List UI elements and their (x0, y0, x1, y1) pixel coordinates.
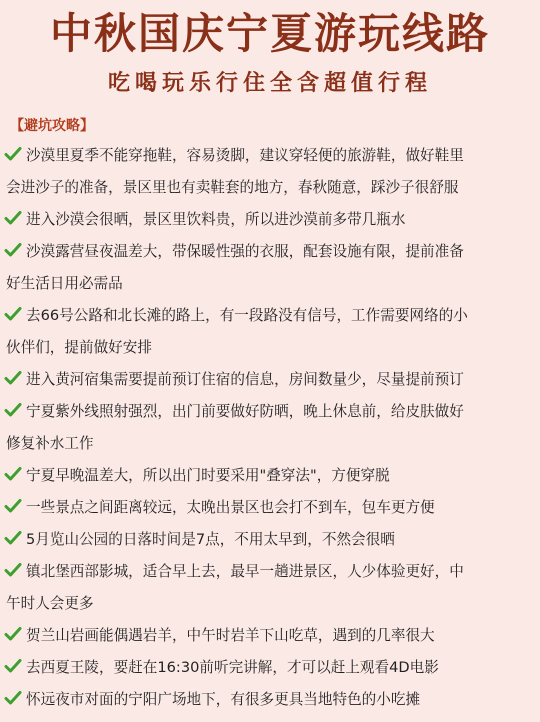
section-label: 【避坑攻略】 (10, 118, 94, 134)
tip-text: 沙漠里夏季不能穿拖鞋，容易烫脚，建议穿轻便的旅游鞋，做好鞋里 (26, 147, 464, 164)
page-title: 中秋国庆宁夏游玩线路 (49, 9, 490, 58)
tip-text: 贺兰山岩画能偶遇岩羊，中午时岩羊下山吃草，遇到的几率很大 (26, 627, 435, 644)
tip-item (4, 236, 536, 300)
tips-list (4, 140, 536, 716)
check-icon (4, 690, 22, 706)
tip-text: 镇北堡西部影城，适合早上去，最早一趟进景区，人少体验更好，中 (26, 563, 464, 580)
tip-item (4, 492, 536, 524)
check-icon (4, 530, 22, 546)
tip-item (4, 396, 536, 460)
tip-item (4, 620, 536, 652)
check-icon (4, 626, 22, 642)
tip-text-continued: 修复补水工作 (6, 435, 94, 452)
tip-text: 进入黄河宿集需要提前预订住宿的信息，房间数量少，尽量提前预订 (26, 371, 464, 388)
tip-item (4, 684, 536, 716)
check-icon (4, 370, 22, 386)
tip-text: 进入沙漠会很晒，景区里饮料贵，所以进沙漠前多带几瓶水 (26, 211, 406, 228)
tip-text-continued: 会进沙子的准备，景区里也有卖鞋套的地方，春秋随意，踩沙子很舒服 (6, 179, 459, 196)
check-icon (4, 242, 22, 258)
tip-text: 沙漠露营昼夜温差大，带保暖性强的衣服，配套设施有限，提前准备 (26, 243, 464, 260)
tip-text: 去66号公路和北长滩的路上，有一段路没有信号，工作需要网络的小 (26, 307, 468, 324)
tips-section (4, 115, 536, 716)
tip-text: 宁夏早晚温差大，所以出门时要采用"叠穿法"，方便穿脱 (26, 467, 390, 484)
tip-item (4, 204, 536, 236)
check-icon (4, 146, 22, 162)
check-icon (4, 402, 22, 418)
check-icon (4, 466, 22, 482)
tip-text-continued: 午时人会更多 (6, 595, 94, 612)
tip-item (4, 300, 536, 364)
tip-item (4, 556, 536, 620)
tip-item (4, 140, 536, 204)
page-subtitle: 吃喝玩乐行住全含超值行程 (107, 70, 432, 96)
tip-item (4, 364, 536, 396)
tip-text: 一些景点之间距离较远，太晚出景区也会打不到车，包车更方便 (26, 499, 435, 516)
tip-item (4, 652, 536, 684)
check-icon (4, 562, 22, 578)
tip-text: 去西夏王陵，要赶在16:30前听完讲解，才可以赶上观看4D电影 (26, 659, 439, 676)
tip-item (4, 460, 536, 492)
check-icon (4, 498, 22, 514)
check-icon (4, 210, 22, 226)
tip-text-continued: 伙伴们，提前做好安排 (6, 339, 152, 356)
tip-text: 宁夏紫外线照射强烈，出门前要做好防晒，晚上休息前，给皮肤做好 (26, 403, 464, 420)
tip-text: 5月览山公园的日落时间是7点，不用太早到，不然会很晒 (26, 531, 395, 548)
tip-item (4, 524, 536, 556)
check-icon (4, 306, 22, 322)
check-icon (4, 658, 22, 674)
tip-text-continued: 好生活日用必需品 (6, 275, 123, 292)
tip-text: 怀远夜市对面的宁阳广场地下，有很多更具当地特色的小吃摊 (26, 691, 421, 708)
